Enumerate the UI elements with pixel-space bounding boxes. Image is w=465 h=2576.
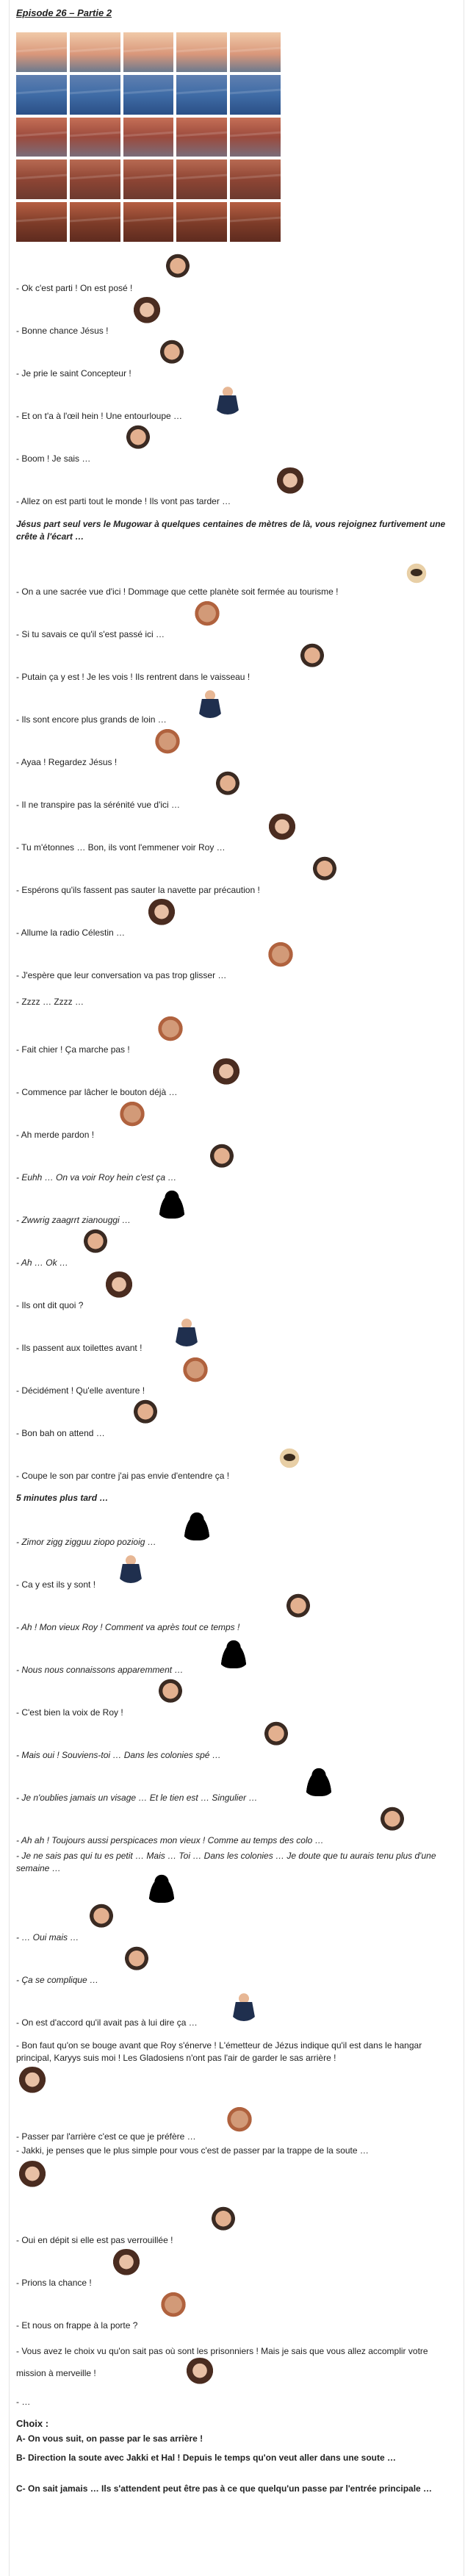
- dialogue-line: - Zimor zigg zigguu ziopo pozioig …: [16, 1537, 156, 1547]
- image-tile: [123, 159, 174, 199]
- dialogue-line: - Coupe le son par contre j'ai pas envie d'entendre ça !: [16, 1471, 230, 1481]
- character-avatar: [115, 1551, 147, 1583]
- image-tile: [123, 32, 174, 72]
- dialogue-line: - Allume la radio Célestin …: [16, 928, 126, 938]
- character-avatar: [154, 1016, 187, 1048]
- dialogue-line: - Jakki, je penses que le plus simple pour vous c'est de passer par la trappe de la soute …: [16, 2145, 369, 2156]
- dialogue-line: - Mais oui ! Souviens-toi … Dans les colonies spé …: [16, 1750, 221, 1760]
- dialogue-line: - On est d'accord qu'il avait pas à lui dire ça …: [16, 2017, 198, 2028]
- image-tile: [70, 118, 120, 157]
- dialogue-line: - …: [16, 2397, 31, 2407]
- dialogue-line: - Je ne sais pas qui tu es petit … Mais … Toi … Dans les colonies … Je doute que tu aurais tenu plus d'une semaine …: [16, 1851, 436, 1873]
- image-tile: [176, 32, 227, 72]
- dialogue-line: - Espérons qu'ils fassent pas sauter la navette par précaution !: [16, 885, 260, 895]
- image-tile: [176, 159, 227, 199]
- character-avatar: [179, 1357, 212, 1389]
- dialogue-line: - Boom ! Je sais …: [16, 453, 91, 464]
- character-avatar: [400, 557, 433, 589]
- dialogue-line: - Zwwrig zaagrrt zianouggi …: [16, 1215, 131, 1225]
- dialogue-line: - Prions la chance !: [16, 2278, 92, 2288]
- dialogue-line: - Bonne chance Jésus !: [16, 326, 109, 336]
- dialogue-line: - Ils ont dit quoi ?: [16, 1300, 84, 1310]
- character-avatar: [162, 254, 194, 286]
- image-tile: [70, 159, 120, 199]
- image-tile: [230, 32, 281, 72]
- dialogue-line: - Bon faut qu'on se bouge avant que Roy s'énerve ! L'émetteur de Jézus indique qu'il est dans le hangar principal, Karyys suis moi ! Les Gladosiens n'ont pas l'air de garder le sas arrière !: [16, 2040, 422, 2063]
- dialogue-line: - Il ne transpire pas la sérénité vue d'ici …: [16, 800, 181, 810]
- character-avatar: [194, 686, 226, 718]
- dialogue-line: - Et on t'a à l'œil hein ! Une entourloupe …: [16, 411, 183, 421]
- image-tile: [230, 202, 281, 242]
- dialogue-line: - Ah merde pardon !: [16, 1130, 95, 1140]
- character-avatar: [79, 1229, 112, 1261]
- character-avatar: [184, 2358, 216, 2390]
- dialogue-line: - Ayaa ! Regardez Jésus !: [16, 757, 118, 767]
- image-tile: [16, 159, 67, 199]
- choice-option: C- On sait jamais … Ils s'attendent peut être pas à ce que quelqu'un passe par l'entrée principale …: [16, 2483, 433, 2494]
- choices-heading: Choix :: [16, 2418, 49, 2429]
- dialogue-line: - Commence par lâcher le bouton déjà …: [16, 1087, 178, 1097]
- character-avatar: [376, 1807, 408, 1839]
- character-avatar: [273, 1442, 306, 1474]
- character-avatar: [266, 814, 298, 846]
- dialogue-line: - J'espère que leur conversation va pas trop glisser …: [16, 970, 227, 980]
- episode-title: Episode 26 – Partie 2: [16, 7, 112, 18]
- choice-option: A- On vous suit, on passe par le sas arrière !: [16, 2433, 203, 2444]
- character-avatar: [85, 1904, 118, 1936]
- dialogue-line: - Ok c'est parti ! On est posé !: [16, 283, 133, 293]
- dialogue-line: - Tu m'étonnes … Bon, ils vont l'emmener voir Roy …: [16, 842, 226, 853]
- dialogue-line: - Oui en dépit si elle est pas verrouillée !: [16, 2235, 173, 2245]
- character-avatar: [120, 1946, 153, 1978]
- character-avatar: [129, 1399, 162, 1432]
- image-tile: [123, 202, 174, 242]
- dialogue-line: - On a une sacrée vue d'ici ! Dommage que cette planète soit fermée au tourisme !: [16, 586, 339, 597]
- character-avatar: [131, 297, 163, 329]
- character-avatar: [16, 2161, 48, 2193]
- image-tile: [230, 75, 281, 115]
- character-avatar: [212, 382, 244, 415]
- character-avatar: [156, 340, 188, 372]
- dialogue-line: - Zzzz … Zzzz …: [16, 997, 84, 1007]
- character-avatar: [16, 2067, 48, 2099]
- character-avatar: [282, 1593, 314, 1626]
- dialogue-line: - Ça se complique …: [16, 1975, 99, 1985]
- character-avatar: [110, 2249, 143, 2281]
- character-avatar: [103, 1271, 135, 1304]
- character-silhouette: [181, 1508, 213, 1540]
- character-avatar: [296, 643, 328, 675]
- dialogue-line: - Allez on est parti tout le monde ! Ils vont pas tarder …: [16, 496, 231, 506]
- character-avatar: [223, 2106, 256, 2139]
- image-tile: [176, 75, 227, 115]
- dialogue-line: - Ils passent aux toilettes avant !: [16, 1343, 143, 1353]
- image-tile: [230, 118, 281, 157]
- narration: Jésus part seul vers le Mugowar à quelques centaines de mètres de là, vous rejoignez furtivement une crête à l'écart …: [16, 519, 446, 542]
- character-avatar: [116, 1101, 148, 1133]
- dialogue-line: - Ah ah ! Toujours aussi perspicaces mon vieux ! Comme au temps des colo …: [16, 1835, 324, 1845]
- character-avatar: [274, 467, 306, 500]
- character-avatar: [151, 728, 184, 761]
- character-avatar: [170, 1314, 203, 1346]
- dialogue-line: - Nous nous connaissons apparemment …: [16, 1665, 184, 1675]
- character-avatar: [228, 1989, 260, 2021]
- image-tile: [16, 75, 67, 115]
- image-tile: [16, 32, 67, 72]
- character-silhouette: [303, 1764, 335, 1796]
- character-avatar: [145, 899, 178, 931]
- narration: 5 minutes plus tard …: [16, 1493, 109, 1503]
- image-tile: [70, 32, 120, 72]
- dialogue-line: - C'est bien la voix de Roy !: [16, 1707, 123, 1718]
- image-tile: [70, 75, 120, 115]
- character-avatar: [191, 600, 223, 633]
- dialogue-line: - Ils sont encore plus grands de loin …: [16, 714, 167, 725]
- character-avatar: [154, 1679, 187, 1711]
- image-tile: [16, 118, 67, 157]
- character-avatar: [212, 771, 244, 803]
- dialogue-line: - Ca y est ils y sont !: [16, 1579, 96, 1590]
- dialogue-line: - Si tu savais ce qu'il s'est passé ici …: [16, 629, 165, 639]
- dialogue-line: - Je prie le saint Concepteur !: [16, 368, 131, 378]
- dialogue-line: - Bon bah on attend …: [16, 1428, 105, 1438]
- character-avatar: [157, 2292, 190, 2324]
- image-tile: [230, 159, 281, 199]
- dialogue-line: - … Oui mais …: [16, 1932, 79, 1942]
- dialogue-line: - Ah ! Mon vieux Roy ! Comment va après tout ce temps !: [16, 1622, 240, 1632]
- choice-option: B- Direction la soute avec Jakki et Hal ! Depuis le temps qu'on veut aller dans une soute …: [16, 2453, 396, 2463]
- image-tile: [176, 202, 227, 242]
- image-tile: [123, 75, 174, 115]
- character-silhouette: [217, 1636, 250, 1668]
- character-avatar: [264, 941, 297, 974]
- dialogue-line: - Je n'oublies jamais un visage … Et le tien est … Singulier …: [16, 1793, 258, 1803]
- dialogue-line: - Et nous on frappe à la porte ?: [16, 2320, 138, 2331]
- character-avatar: [207, 2206, 239, 2239]
- dialogue-line: - Euhh … On va voir Roy hein c'est ça …: [16, 1172, 177, 1183]
- dialogue-line: - Vous avez le choix vu qu'on sait pas où sont les prisonniers ! Mais je sais que vous allez accomplir votre mission à merveille !: [16, 2346, 428, 2378]
- character-avatar: [260, 1721, 292, 1754]
- character-avatar: [210, 1058, 242, 1091]
- image-tile: [70, 202, 120, 242]
- character-silhouette: [145, 1870, 178, 1903]
- landscape-mosaic-image: [16, 32, 281, 242]
- dialogue-line: - Passer par l'arrière c'est ce que je préfère …: [16, 2131, 196, 2142]
- dialogue-line: - Ah … Ok …: [16, 1257, 68, 1268]
- character-avatar: [309, 856, 341, 889]
- character-silhouette: [156, 1186, 188, 1219]
- character-avatar: [206, 1144, 238, 1176]
- character-avatar: [122, 425, 154, 457]
- image-tile: [176, 118, 227, 157]
- dialogue-line: - Décidément ! Qu'elle aventure !: [16, 1385, 145, 1396]
- image-tile: [123, 118, 174, 157]
- image-tile: [16, 202, 67, 242]
- dialogue-line: - Fait chier ! Ça marche pas !: [16, 1044, 130, 1055]
- dialogue-line: - Putain ça y est ! Je les vois ! Ils rentrent dans le vaisseau !: [16, 672, 250, 682]
